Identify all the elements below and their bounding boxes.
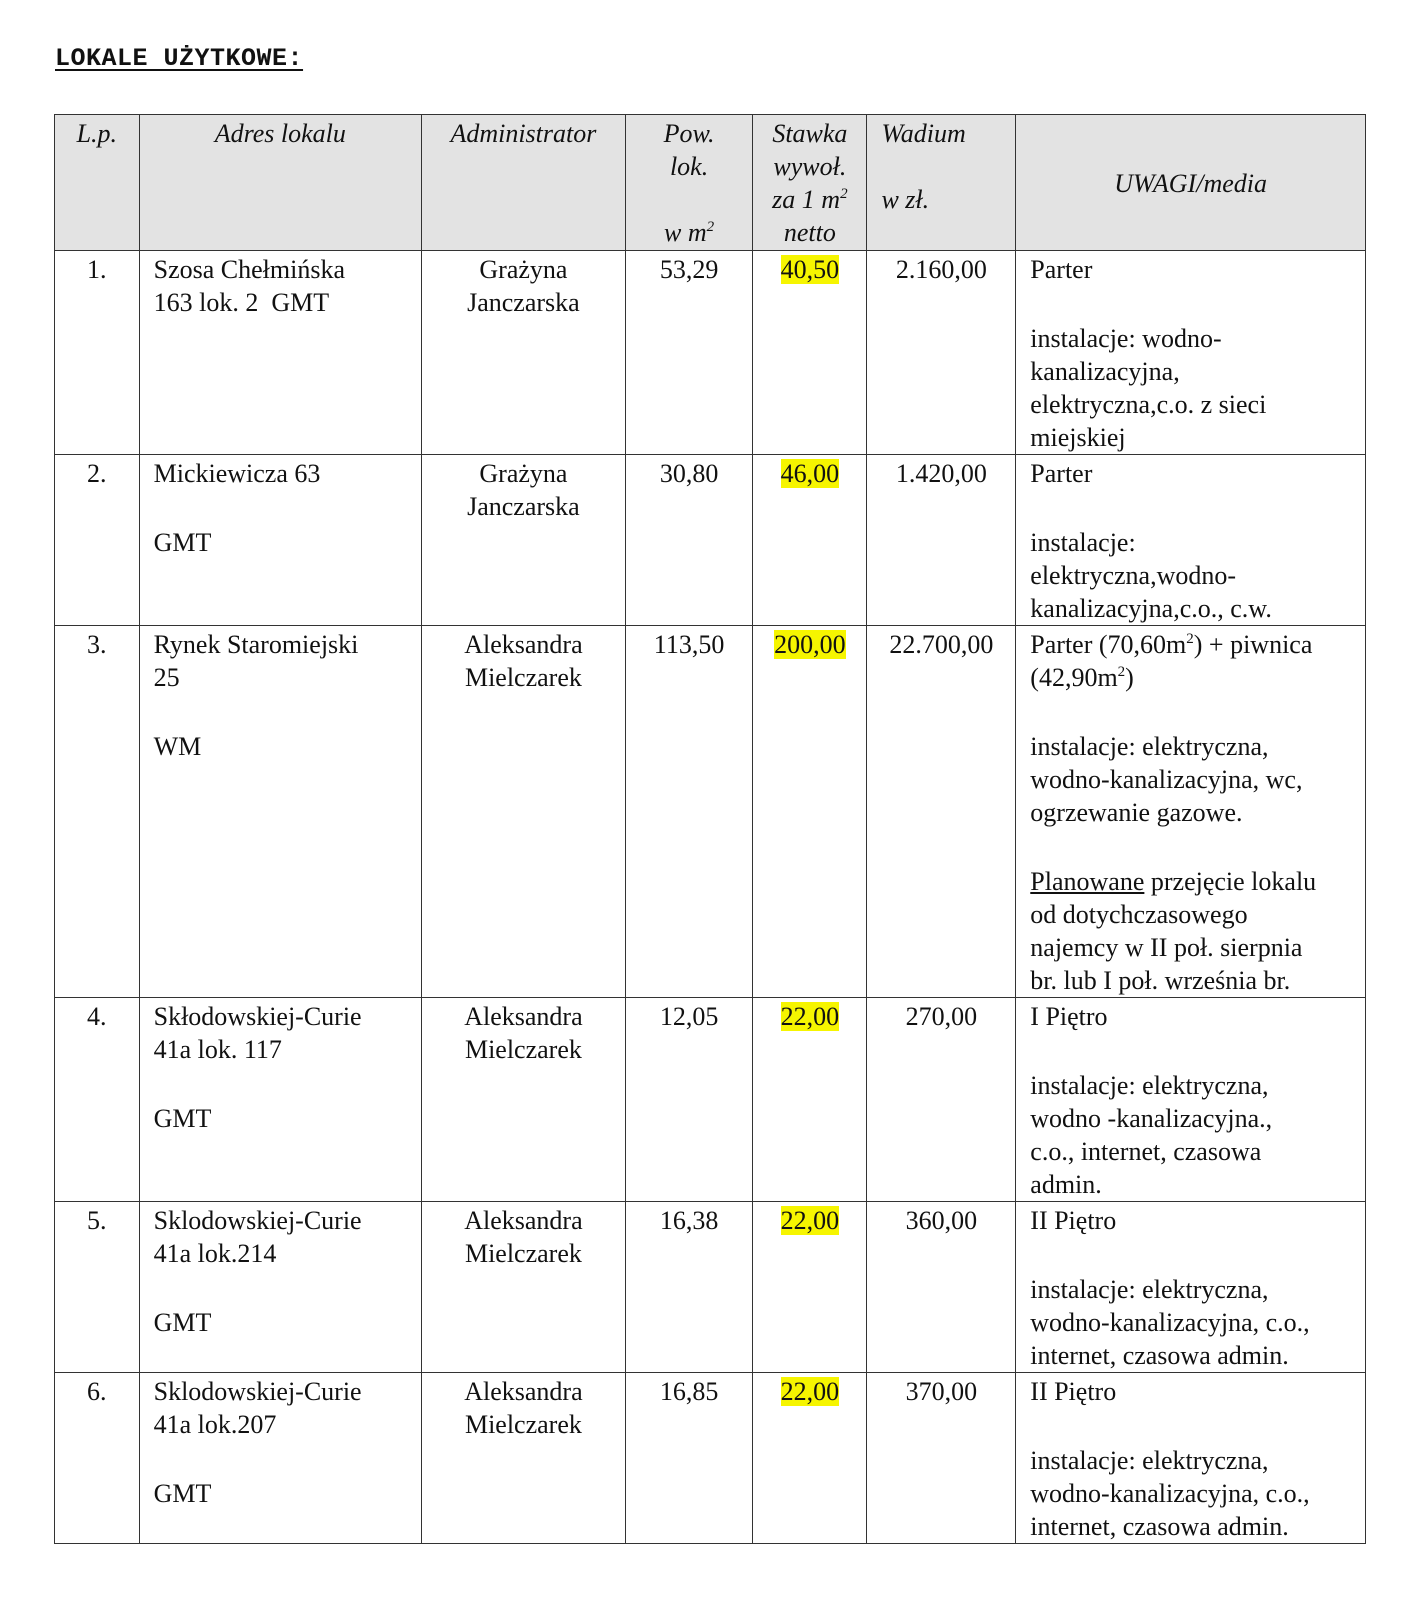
cell-adres: Sklodowskiej-Curie 41a lok.214 GMT [139, 1202, 421, 1373]
cell-administrator: Grażyna Janczarska [421, 251, 625, 455]
cell-adres: Szosa Chełmińska 163 lok. 2 GMT [139, 251, 421, 455]
cell-lp: 4. [55, 998, 140, 1202]
table-row [55, 251, 1366, 455]
cell-adres: Rynek Staromiejski 25 WM [139, 626, 421, 998]
cell-lp: 5. [55, 1202, 140, 1373]
table-row [55, 998, 1366, 1202]
header-adres: Adres lokalu [139, 115, 421, 251]
cell-adres: Sklodowskiej-Curie 41a lok.207 GMT [139, 1373, 421, 1544]
cell-pow: 12,05 [625, 998, 752, 1202]
cell-pow: 16,85 [625, 1373, 752, 1544]
cell-wadium: 22.700,00 [867, 626, 1016, 998]
table-row [55, 1373, 1366, 1544]
header-lp: L.p. [55, 115, 140, 251]
cell-uwagi: II Piętro instalacje: elektryczna, wodno-kanalizacyjna, c.o., internet, czasowa admin. [1016, 1202, 1366, 1373]
cell-wadium: 1.420,00 [867, 455, 1016, 626]
table-row [55, 1202, 1366, 1373]
cell-wadium: 2.160,00 [867, 251, 1016, 455]
cell-wadium: 270,00 [867, 998, 1016, 1202]
cell-adres: Mickiewicza 63 GMT [139, 455, 421, 626]
cell-stawka [753, 626, 867, 998]
stawka-highlight: 22,00 [780, 1206, 840, 1235]
cell-wadium: 370,00 [867, 1373, 1016, 1544]
cell-pow: 30,80 [625, 455, 752, 626]
table-row [55, 455, 1366, 626]
header-uwagi: UWAGI/media [1016, 115, 1366, 251]
cell-stawka [753, 251, 867, 455]
cell-stawka [753, 998, 867, 1202]
cell-stawka [753, 1373, 867, 1544]
cell-uwagi: Parter instalacje: elektryczna,wodno- kanalizacyjna,c.o., c.w. [1016, 455, 1366, 626]
cell-uwagi: I Piętro instalacje: elektryczna, wodno -kanalizacyjna., c.o., internet, czasowa admin. [1016, 998, 1366, 1202]
header-administrator: Administrator [421, 115, 625, 251]
table-row [55, 626, 1366, 998]
planned-underline: Planowane [1030, 867, 1145, 896]
stawka-highlight: 22,00 [780, 1002, 840, 1031]
cell-pow: 16,38 [625, 1202, 752, 1373]
stawka-highlight: 46,00 [780, 459, 840, 488]
stawka-highlight: 40,50 [780, 255, 840, 284]
cell-administrator: Aleksandra Mielczarek [421, 998, 625, 1202]
cell-administrator: Aleksandra Mielczarek [421, 1373, 625, 1544]
cell-pow: 53,29 [625, 251, 752, 455]
cell-adres: Skłodowskiej-Curie 41a lok. 117 GMT [139, 998, 421, 1202]
page-title: LOKALE UŻYTKOWE: [55, 44, 304, 73]
cell-lp: 6. [55, 1373, 140, 1544]
cell-stawka [753, 455, 867, 626]
lokale-table [54, 114, 1366, 1544]
cell-lp: 2. [55, 455, 140, 626]
stawka-highlight: 22,00 [780, 1377, 840, 1406]
cell-wadium: 360,00 [867, 1202, 1016, 1373]
header-stawka: Stawka wywoł. za 1 $m^2$ netto [753, 115, 867, 251]
cell-uwagi: Parter $(70,60m^2)$ + piwnica $(42,90m^2)$ instalacje: elektryczna, wodno-kanalizacyjna, wc, ogrzewanie gazowe. Planowane przejęcie lokalu od dotychczasowego najemcy w II poł. sierpnia br. lub I poł. września br. [1016, 626, 1366, 998]
cell-lp: 3. [55, 626, 140, 998]
cell-administrator: Grażyna Janczarska [421, 455, 625, 626]
header-pow: Pow. lok. w $m^2$ [625, 115, 752, 251]
header-row [55, 115, 1366, 251]
cell-uwagi: Parter instalacje: wodno- kanalizacyjna, elektryczna,c.o. z sieci miejskiej [1016, 251, 1366, 455]
cell-stawka [753, 1202, 867, 1373]
cell-pow: 113,50 [625, 626, 752, 998]
cell-administrator: Aleksandra Mielczarek [421, 626, 625, 998]
header-wadium: Wadium w zł. [867, 115, 1016, 251]
cell-lp: 1. [55, 251, 140, 455]
cell-uwagi: II Piętro instalacje: elektryczna, wodno-kanalizacyjna, c.o., internet, czasowa admin. [1016, 1373, 1366, 1544]
cell-administrator: Aleksandra Mielczarek [421, 1202, 625, 1373]
stawka-highlight: 200,00 [774, 630, 846, 659]
